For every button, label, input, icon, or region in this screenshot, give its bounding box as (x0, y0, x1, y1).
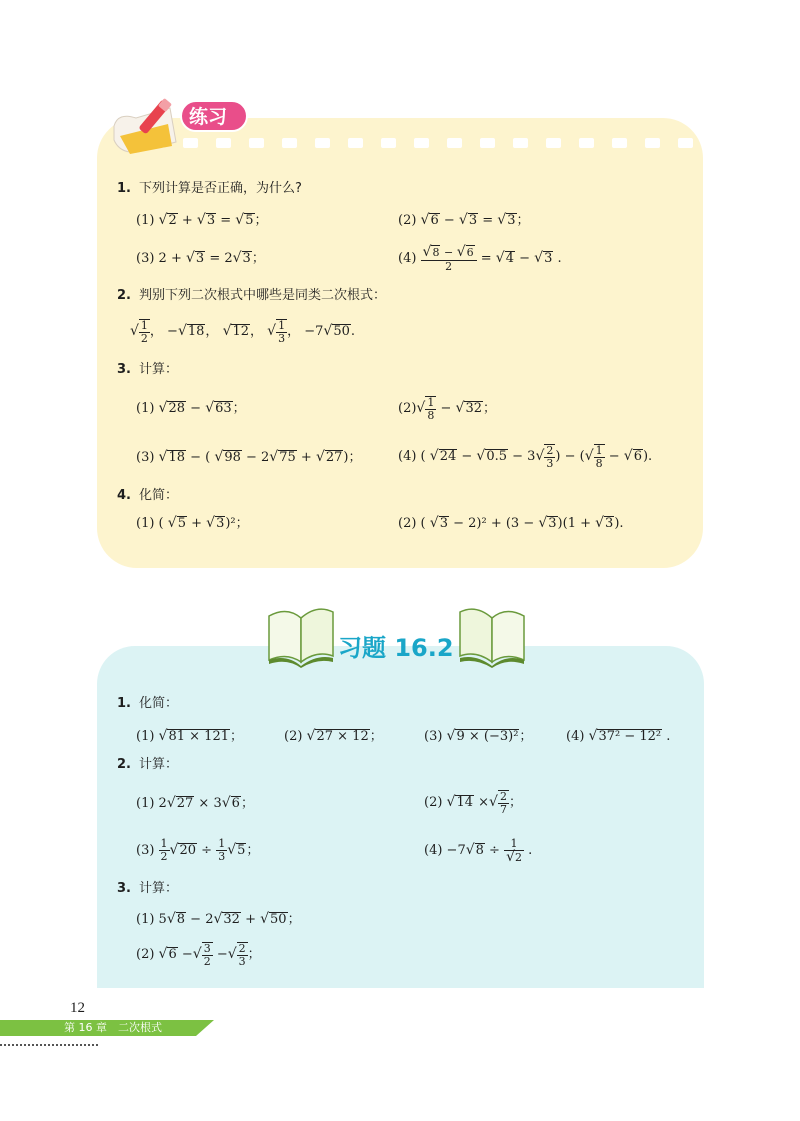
q1-item-3: (3) 2 + √3 = 2√3； (136, 250, 265, 266)
q3-item-3: (3) √18 − ( √98 − 2√75 + √27)； (136, 449, 362, 465)
open-book-icon (265, 602, 337, 668)
e3-item-2: (2) √6 −√ $\frac{3}{2}$ −√ $\frac{2}{3}$ ； (136, 941, 261, 968)
exercise-question-2: 2. 计算： (117, 757, 178, 772)
e2-item-4: (4) −7√8 ÷ $\frac{1}{√2}$ . (424, 836, 533, 865)
e2-item-1: (1) 2√27 × 3√6； (136, 795, 254, 811)
exercise-question-3: 3. 计算： (117, 881, 178, 896)
e2-item-3: (3) $\frac{1}{2}$ √20 ÷ $\frac{1}{3}$ √5； (136, 837, 260, 863)
practice-title: 练习 (189, 106, 228, 128)
e2-item-2: (2) √14 ×√ $\frac{2}{7}$ ； (424, 789, 522, 816)
q2-expressions: √ $\frac{1}{2}$ ， −√18， √12， √ $\frac{1}{3}$ ， −7√50. (130, 318, 355, 345)
practice-question-2: 2. 判别下列二次根式中哪些是同类二次根式： (117, 288, 386, 303)
chapter-label: 第 16 章 二次根式 (64, 1021, 162, 1034)
pencil-paper-icon (110, 96, 190, 158)
dotted-rule (0, 1044, 98, 1046)
practice-question-1: 1. 下列计算是否正确，为什么? (117, 181, 302, 196)
q1-item-2: (2) √6 − √3 = √3； (398, 212, 530, 228)
practice-question-3: 3. 计算： (117, 362, 178, 377)
q3-item-1: (1) √28 − √63； (136, 400, 246, 416)
q1-item-4: (4) $\frac{√8 - √6}{2}$ = √4 − √3 . (398, 243, 562, 273)
q1-item-1: (1) √2 + √3 = √5； (136, 212, 268, 228)
e3-item-1: (1) 5√8 − 2√32 + √50； (136, 911, 301, 927)
page-number: 12 (70, 1000, 85, 1016)
e1-item-3: (3) √9 × (−3)²； (424, 728, 533, 744)
q4-item-2: (2) ( √3 − 2)² + (3 − √3)(1 + √3). (398, 515, 624, 531)
exercise-title: 习题 16.2 (338, 634, 454, 662)
e1-item-1: (1) √81 × 121； (136, 728, 243, 744)
open-book-icon (456, 602, 528, 668)
q4-item-1: (1) ( √5 + √3)²； (136, 515, 249, 531)
q3-item-2: (2)√ $\frac{1}{8}$ − √32； (398, 395, 496, 422)
practice-question-4: 4. 化简： (117, 488, 178, 503)
e1-item-4: (4) √37² − 12² . (566, 728, 671, 744)
e1-item-2: (2) √27 × 12； (284, 728, 383, 744)
exercise-question-1: 1. 化简： (117, 696, 178, 711)
q3-item-4: (4) ( √24 − √0.5 − 3√ $\frac{2}{3}$ ) − (√ $\frac{1}{8}$ − √6). (398, 443, 653, 470)
binder-holes (150, 138, 690, 150)
